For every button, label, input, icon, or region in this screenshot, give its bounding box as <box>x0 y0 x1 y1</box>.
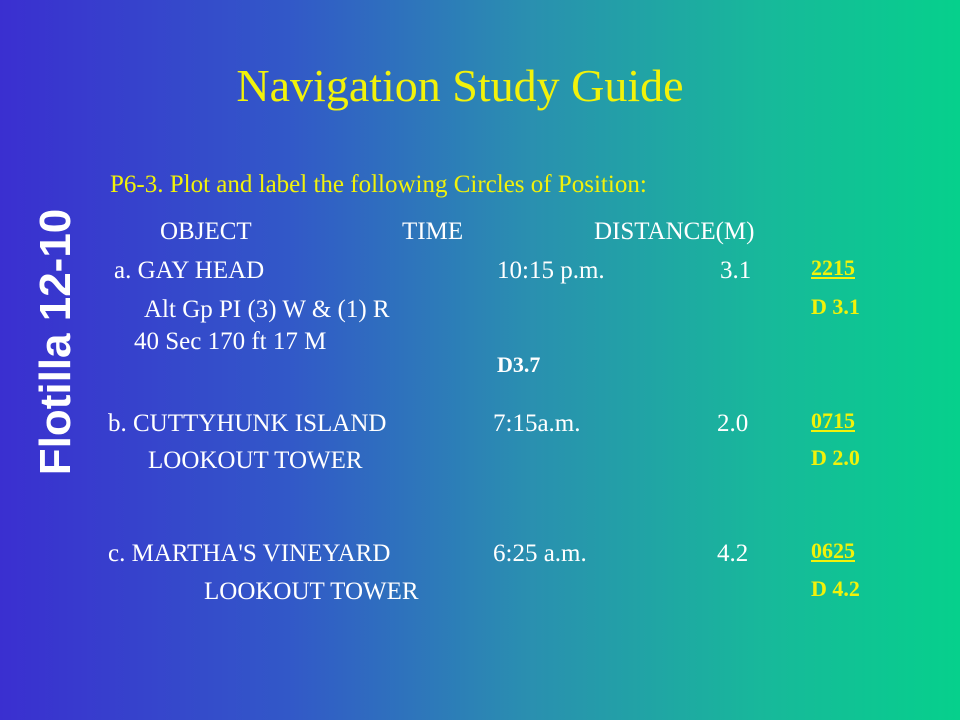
row-b-answer-distance: D 2.0 <box>811 445 860 470</box>
row-c-distance: 4.2 <box>717 540 749 567</box>
column-header-object: OBJECT <box>160 218 252 245</box>
row-a-light-characteristic: Alt Gp PI (3) W & (1) R <box>144 296 390 323</box>
row-b-object-line2: LOOKOUT TOWER <box>148 447 363 474</box>
column-header-time: TIME <box>402 218 464 245</box>
row-a-distance: 3.1 <box>720 257 752 284</box>
page-title: Navigation Study Guide <box>236 60 684 111</box>
row-c-time: 6:25 a.m. <box>493 540 587 567</box>
subtitle: P6-3. Plot and label the following Circles of Position: <box>110 171 647 198</box>
row-c-object: c. MARTHA'S VINEYARD <box>108 540 391 567</box>
row-b-object: b. CUTTYHUNK ISLAND <box>108 410 387 437</box>
column-header-distance: DISTANCE(M) <box>594 218 755 245</box>
row-c-answer-time: 0625 <box>811 538 855 563</box>
row-a-light-details: 40 Sec 170 ft 17 M <box>134 328 327 355</box>
row-a-time: 10:15 p.m. <box>497 257 605 284</box>
row-c-answer-distance: D 4.2 <box>811 576 860 601</box>
row-b-distance: 2.0 <box>717 410 749 437</box>
row-b-time: 7:15a.m. <box>493 410 581 437</box>
row-b-answer-time: 0715 <box>811 408 855 433</box>
note-d37: D3.7 <box>497 352 541 377</box>
row-a-answer-distance: D 3.1 <box>811 294 860 319</box>
sidebar-label: Flotilla 12-10 <box>31 208 80 476</box>
row-a-answer-time: 2215 <box>811 255 855 280</box>
row-a-object: a. GAY HEAD <box>114 257 265 284</box>
row-c-object-line2: LOOKOUT TOWER <box>204 578 419 605</box>
